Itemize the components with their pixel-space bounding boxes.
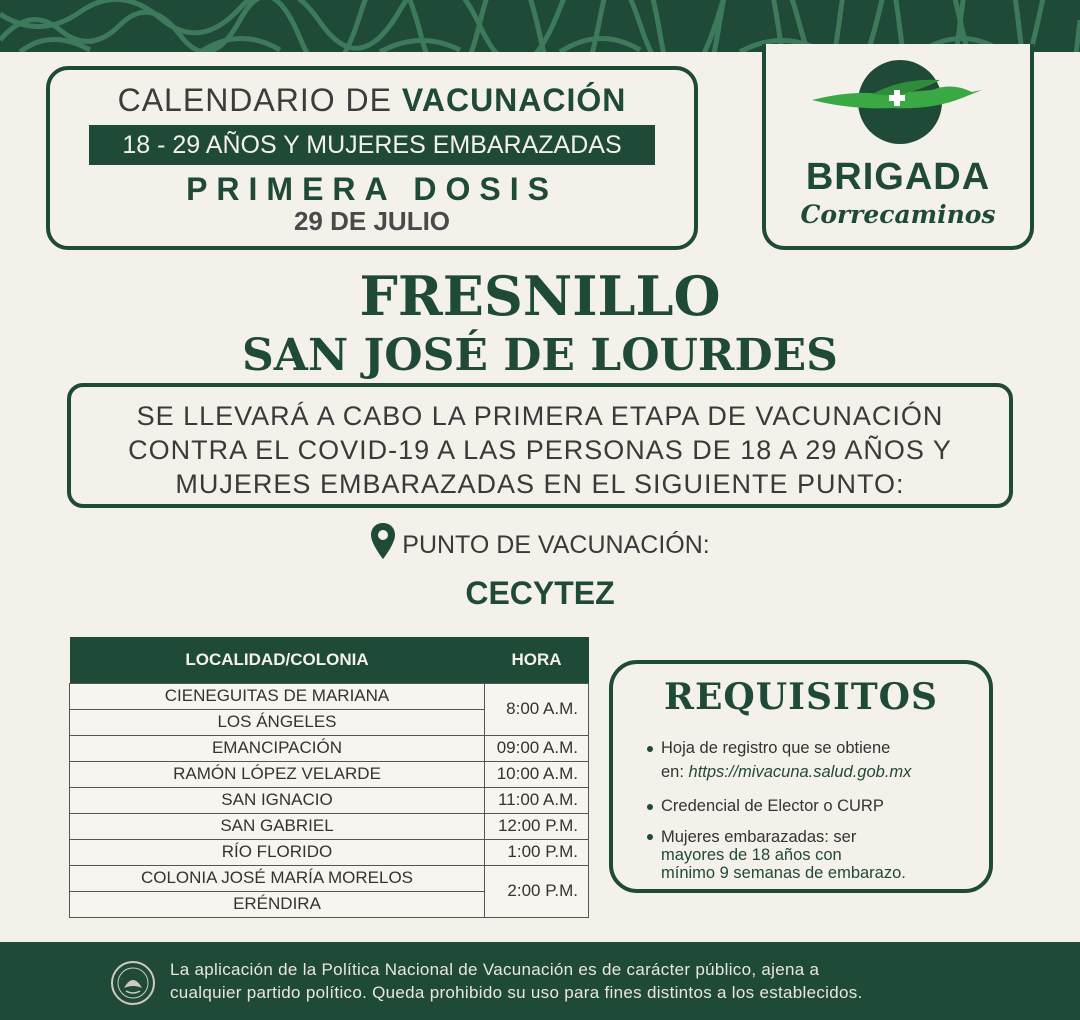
table-row — [70, 865, 589, 891]
place-cell: CIENEGUITAS DE MARIANA — [70, 683, 485, 709]
list-item: Credencial de Elector o CURP — [647, 794, 977, 818]
registration-link[interactable]: https://mivacuna.salud.gob.mx — [688, 763, 912, 781]
time-cell: 09:00 A.M. — [485, 735, 589, 761]
place-cell: ERÉNDIRA — [70, 891, 485, 917]
age-band: 18 - 29 AÑOS Y MUJERES EMBARAZADAS — [89, 125, 655, 165]
info-line: SE LLEVARÁ A CABO LA PRIMERA ETAPA DE VACUNACIÓN — [136, 401, 944, 431]
place-cell: COLONIA JOSÉ MARÍA MORELOS — [70, 865, 485, 891]
info-line: CONTRA EL COVID-19 A LAS PERSONAS DE 18 A 29 AÑOS Y — [128, 435, 952, 465]
table-row — [70, 813, 589, 839]
map-pin-icon — [370, 522, 396, 560]
vaccination-point — [0, 530, 1080, 612]
time-cell: 2:00 P.M. — [485, 865, 589, 917]
requirements-list — [647, 736, 977, 892]
brigade-name: BRIGADA — [805, 156, 991, 198]
time-cell: 12:00 P.M. — [485, 813, 589, 839]
roadrunner-logo-icon — [812, 60, 992, 144]
requirements-box — [609, 660, 993, 893]
mexico-seal-icon — [110, 960, 156, 1006]
time-cell: 10:00 A.M. — [485, 761, 589, 787]
table-row — [70, 839, 589, 865]
footer-line: cualquier partido político. Queda prohibido su uso para fines distintos a los establecidos. — [170, 983, 863, 1002]
time-cell: 11:00 A.M. — [485, 787, 589, 813]
table-row — [70, 761, 589, 787]
table-header-row — [70, 637, 589, 683]
calendar-title-bold: VACUNACIÓN — [401, 82, 627, 118]
district-name: SAN JOSÉ DE LOURDES — [242, 330, 838, 381]
calendar-title: CALENDARIO DE VACUNACIÓN — [117, 82, 627, 118]
city-name: FRESNILLO — [359, 264, 721, 328]
place-cell: SAN GABRIEL — [70, 813, 485, 839]
requirements-title: REQUISITOS — [664, 676, 938, 718]
calendar-box — [46, 66, 698, 250]
place-cell: SAN IGNACIO — [70, 787, 485, 813]
place-cell: LOS ÁNGELES — [70, 709, 485, 735]
footer — [0, 942, 1080, 1020]
vaccination-date: 29 DE JULIO — [293, 206, 451, 236]
info-box — [67, 383, 1013, 508]
footer-line: La aplicación de la Política Nacional de Vacunación es de carácter público, ajena a — [170, 960, 820, 979]
table-row — [70, 735, 589, 761]
time-cell: 1:00 P.M. — [485, 839, 589, 865]
point-name: CECYTEZ — [465, 575, 615, 611]
place-cell: EMANCIPACIÓN — [70, 735, 485, 761]
brigade-subtitle: Correcaminos — [800, 200, 996, 229]
info-text — [71, 399, 1009, 501]
footer-text — [170, 958, 863, 1004]
header-time: HORA — [485, 637, 589, 683]
schedule-table — [69, 637, 589, 918]
place-cell: RAMÓN LÓPEZ VELARDE — [70, 761, 485, 787]
dose-label: PRIMERA DOSIS — [186, 171, 558, 207]
point-label: PUNTO DE VACUNACIÓN: — [402, 530, 710, 559]
list-item: Hoja de registro que se obtiene en: https://mivacuna.salud.gob.mx — [647, 736, 977, 784]
brigade-box — [762, 44, 1034, 250]
table-row — [70, 787, 589, 813]
place-cell: RÍO FLORIDO — [70, 839, 485, 865]
info-line: MUJERES EMBARAZADAS EN EL SIGUIENTE PUNTO: — [175, 469, 905, 499]
table-row — [70, 683, 589, 709]
list-item: Mujeres embarazadas: ser mayores de 18 años con mínimo 9 semanas de embarazo. — [647, 828, 977, 882]
time-cell: 8:00 A.M. — [485, 683, 589, 735]
header-place: LOCALIDAD/COLONIA — [70, 637, 485, 683]
